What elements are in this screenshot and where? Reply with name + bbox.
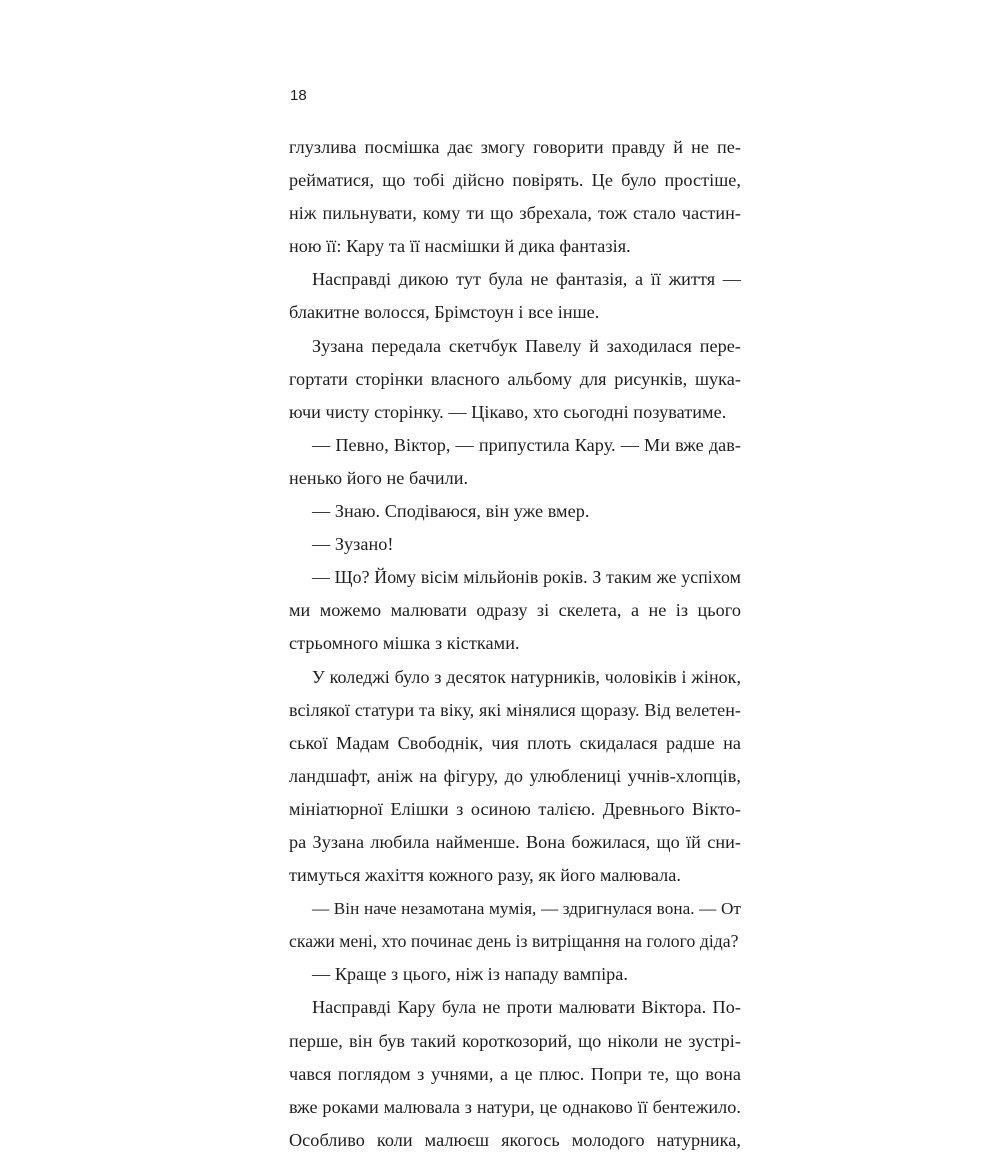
text-line: — Що? Йому вісім мільйонів років. З таким же успіхом xyxy=(312,567,741,588)
text-line: — Зузано! xyxy=(312,534,394,555)
text-line: ландшафт, аніж на фігуру, до улюблениці учнів-хлопців, xyxy=(289,765,741,786)
text-line: — Певно, Віктор, — припустила Кару. — Ми вже дав- xyxy=(312,434,741,455)
text-line: У коледжі було з десяток натурників, чоловіків і жінок, xyxy=(312,666,741,687)
text-line: ської Мадам Свободнік, чия плоть скидалася радше на xyxy=(289,732,741,753)
text-line: ми можемо малювати одразу зі скелета, а не із цього xyxy=(289,600,741,621)
text-line: ненько його не бачили. xyxy=(289,467,469,488)
text-line: — Знаю. Сподіваюся, він уже вмер. xyxy=(312,501,590,522)
text-line: ра Зузана любила найменше. Вона божилася, що їй сни- xyxy=(289,831,741,852)
text-line: тимуться жахіття кожного разу, як його малювала. xyxy=(289,865,681,886)
text-line: мініатюрної Елішки з осиною талією. Древнього Вікто- xyxy=(289,798,741,819)
text-line: стрьомного мішка з кістками. xyxy=(289,633,520,654)
text-line: — Краще з цього, ніж із нападу вампіра. xyxy=(312,964,629,985)
text-line: глузлива посмішка дає змогу говорити правду й не пе- xyxy=(289,137,741,157)
text-line: скажи мені, хто починає день із витріщання на голого діда? xyxy=(289,931,739,952)
text-line: рейматися, що тобі дійсно повірять. Це було простіше, xyxy=(289,170,741,191)
text-line: чався поглядом з учнями, а це плюс. Попри те, що вона xyxy=(289,1063,741,1084)
text-line: ючи чисту сторінку. — Цікаво, хто сьогодні позуватиме. xyxy=(289,401,727,422)
text-line: ніж пильнувати, кому ти що збрехала, тож стало частин- xyxy=(289,203,741,224)
text-line: блакитне волосся, Брімстоун і все інше. xyxy=(289,302,600,323)
body-text xyxy=(289,131,741,1157)
text-line: ною її: Кару та її насмішки й дика фантазія. xyxy=(289,236,631,257)
text-line: Зузана передала скетчбук Павелу й заходилася пере- xyxy=(312,335,741,356)
text-line: гортати сторінки власного альбому для рисунків, шука- xyxy=(289,368,741,389)
text-line: всілякої статури та віку, які мінялися щоразу. Від велетен- xyxy=(289,699,741,720)
text-line: перше, він був такий короткозорий, що ніколи не зустрі- xyxy=(289,1030,741,1051)
page-number: 18 xyxy=(290,87,307,104)
text-line: вже роками малювала з натури, це однаково її бентежило. xyxy=(289,1096,741,1117)
text-line: Насправді Кару була не проти малювати Віктора. По- xyxy=(312,997,741,1018)
text-line: Особливо коли малюєш якогось молодого натурника, xyxy=(289,1129,741,1150)
text-line: Насправді дикою тут була не фантазія, а її життя — xyxy=(312,269,741,290)
text-line: — Він наче незамотана мумія, — здригнулася вона. — От xyxy=(312,899,741,919)
